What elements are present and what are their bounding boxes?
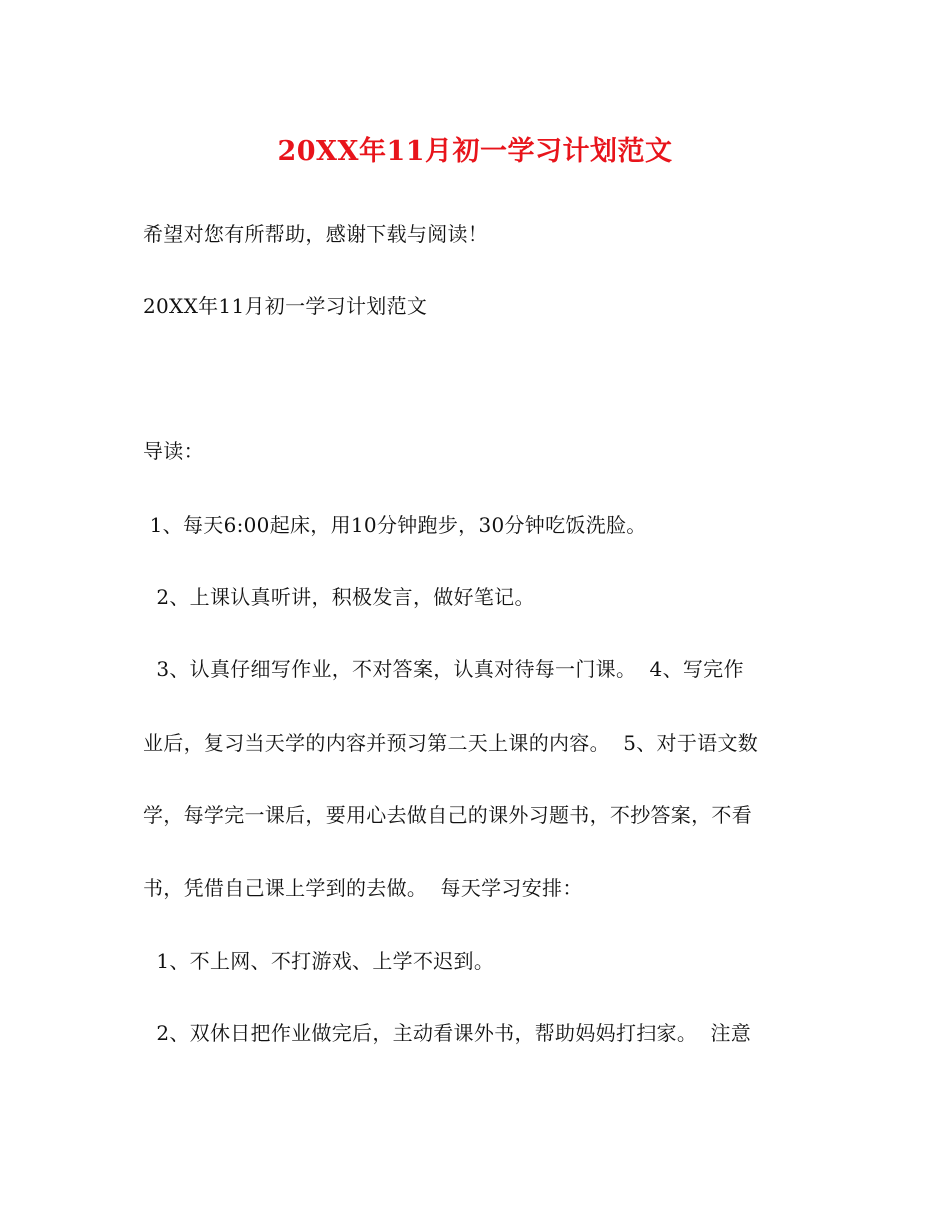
- guide-heading: 导读：: [143, 439, 204, 463]
- body-line: 2、双休日把作业做完后，主动看课外书，帮助妈妈打扫家。 注意: [143, 1021, 752, 1045]
- body-line: 3、认真仔细写作业，不对答案，认真对待每一门课。 4、写完作: [143, 657, 744, 681]
- body-line: 学，每学完一课后，要用心去做自己的课外习题书，不抄答案，不看: [143, 803, 752, 827]
- document-title: 20XX年11月初一学习计划范文: [277, 136, 673, 167]
- body-line: 1、每天6:00起床，用10分钟跑步，30分钟吃饭洗脸。: [143, 513, 647, 537]
- intro-line: 希望对您有所帮助，感谢下载与阅读！: [143, 222, 489, 246]
- subtitle-line: 20XX年11月初一学习计划范文: [143, 294, 428, 318]
- body-line: 1、不上网、不打游戏、上学不迟到。: [143, 949, 495, 973]
- body-line: 业后，复习当天学的内容并预习第二天上课的内容。 5、对于语文数: [143, 731, 759, 755]
- body-line: 2、上课认真听讲，积极发言，做好笔记。: [143, 585, 535, 609]
- body-line: 书，凭借自己课上学到的去做。 每天学习安排：: [143, 876, 583, 900]
